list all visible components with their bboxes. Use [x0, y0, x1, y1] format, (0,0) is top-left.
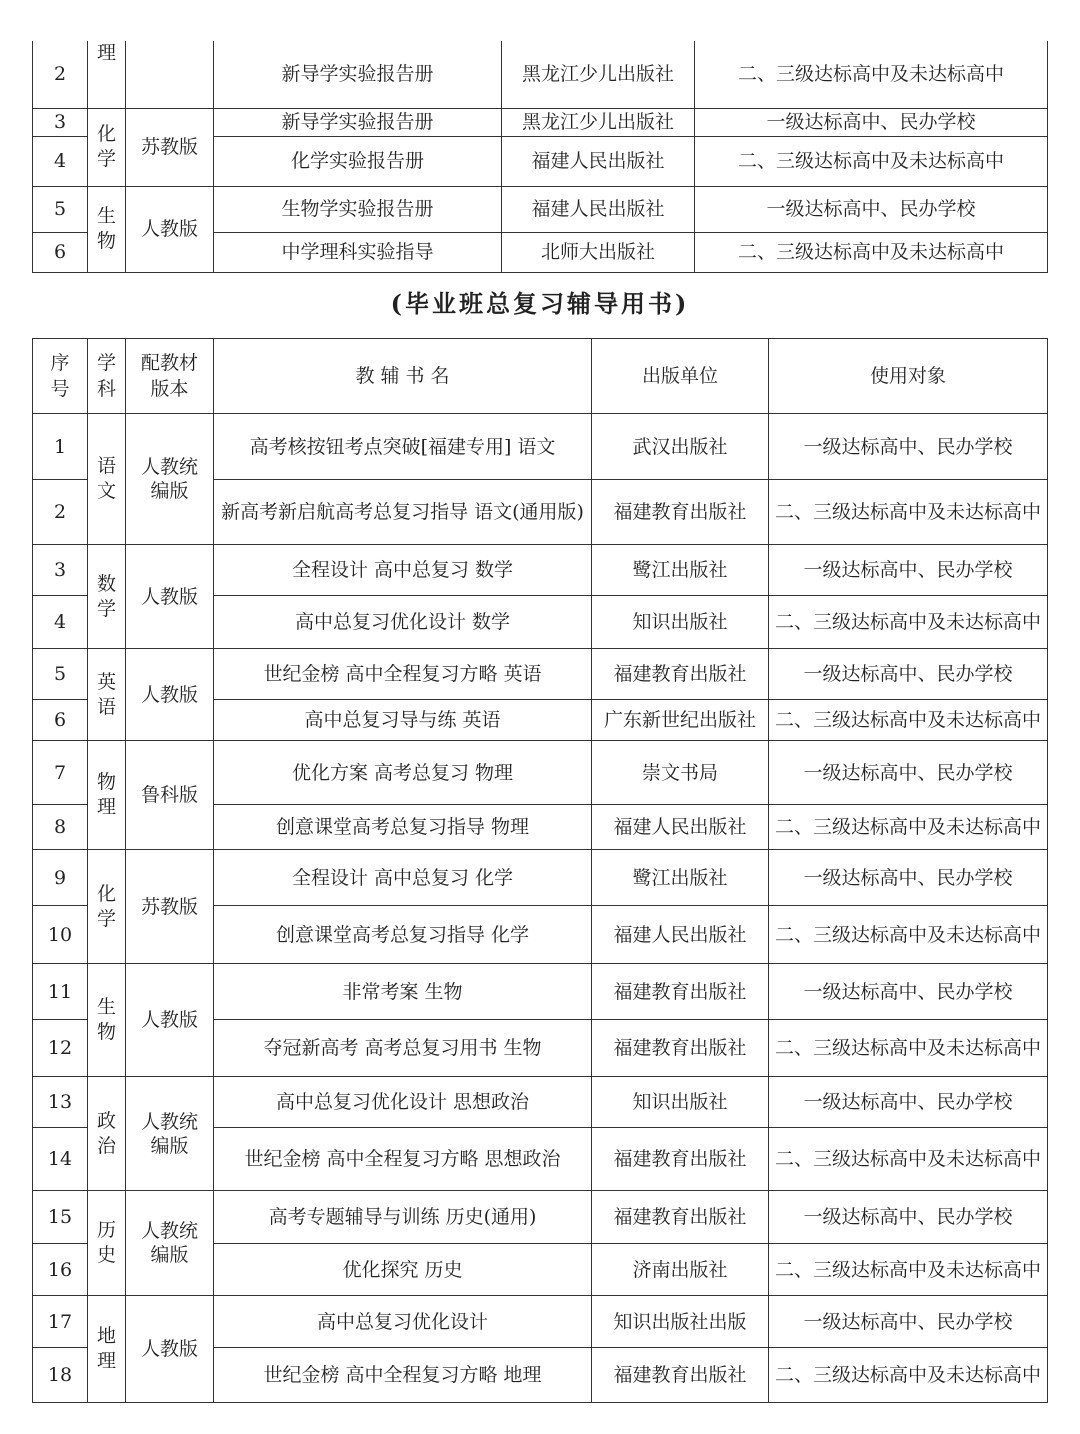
publisher: 崇文书局	[592, 741, 769, 805]
publisher: 福建教育出版社	[592, 1128, 769, 1191]
table-row	[33, 649, 1048, 700]
row-number: 4	[33, 596, 88, 649]
book-title: 世纪金榜 高中全程复习方略 英语	[214, 649, 592, 700]
table-row	[33, 850, 1048, 906]
subject-label: 生物	[96, 996, 116, 1043]
table-row	[33, 1077, 1048, 1128]
row-number: 3	[33, 108, 88, 136]
book-title: 新导学实验报告册	[214, 108, 502, 136]
subject-cell	[88, 1296, 126, 1403]
edition-cell: 人教版	[126, 186, 214, 272]
book-title: 高中总复习优化设计 数学	[214, 596, 592, 649]
target-audience: 二、三级达标高中及未达标高中	[769, 1020, 1048, 1077]
target-audience: 二、三级达标高中及未达标高中	[769, 1244, 1048, 1296]
row-number: 5	[33, 649, 88, 700]
book-title: 创意课堂高考总复习指导 物理	[214, 805, 592, 850]
table-row	[33, 108, 1048, 136]
book-title: 高中总复习优化设计 思想政治	[214, 1077, 592, 1128]
edition-label: 人教版	[140, 1009, 198, 1031]
subject-cell	[88, 964, 126, 1077]
subject-cell	[88, 108, 126, 186]
book-title: 中学理科实验指导	[214, 232, 502, 272]
edition-label: 人教统编版	[140, 456, 198, 502]
publisher: 济南出版社	[592, 1244, 769, 1296]
header-no: 序号	[33, 339, 88, 414]
row-number: 13	[33, 1077, 88, 1128]
publisher: 福建教育出版社	[592, 649, 769, 700]
target-audience: 二、三级达标高中及未达标高中	[769, 480, 1048, 545]
table-row	[33, 414, 1048, 480]
publisher: 福建人民出版社	[502, 136, 695, 186]
target-audience: 一级达标高中、民办学校	[769, 850, 1048, 906]
row-number: 3	[33, 545, 88, 596]
book-title: 优化方案 高考总复习 物理	[214, 741, 592, 805]
publisher: 福建教育出版社	[592, 1191, 769, 1244]
subject-label: 化学	[96, 123, 116, 170]
header-target: 使用对象	[769, 339, 1048, 414]
target-audience: 一级达标高中、民办学校	[769, 414, 1048, 480]
publisher: 福建教育出版社	[592, 964, 769, 1020]
publisher: 知识出版社出版	[592, 1296, 769, 1348]
row-number: 10	[33, 906, 88, 964]
book-title: 优化探究 历史	[214, 1244, 592, 1296]
book-title: 高中总复习导与练 英语	[214, 700, 592, 741]
row-number: 18	[33, 1348, 88, 1403]
header-book: 教 辅 书 名	[214, 339, 592, 414]
subject-label: 地理	[96, 1325, 116, 1372]
book-title: 生物学实验报告册	[214, 186, 502, 232]
target-audience: 一级达标高中、民办学校	[769, 1191, 1048, 1244]
header-row	[33, 339, 1048, 414]
table-row	[33, 186, 1048, 232]
target-audience: 一级达标高中、民办学校	[769, 741, 1048, 805]
publisher: 知识出版社	[592, 596, 769, 649]
target-audience: 二、三级达标高中及未达标高中	[695, 136, 1048, 186]
publisher: 福建教育出版社	[592, 1020, 769, 1077]
book-title: 新高考新启航高考总复习指导 语文(通用版)	[214, 480, 592, 545]
row-number: 7	[33, 741, 88, 805]
publisher: 福建人民出版社	[502, 186, 695, 232]
subject-label: 物理	[96, 771, 116, 818]
edition-label: 人教版	[140, 585, 198, 608]
subject-label: 理	[96, 42, 116, 64]
row-number: 11	[33, 964, 88, 1020]
row-number: 8	[33, 805, 88, 850]
book-title: 高考核按钮考点突破[福建专用] 语文	[214, 414, 592, 480]
target-audience: 一级达标高中、民办学校	[695, 108, 1048, 136]
row-number: 4	[33, 136, 88, 186]
subject-cell	[88, 649, 126, 741]
book-title: 化学实验报告册	[214, 136, 502, 186]
table-row	[33, 964, 1048, 1020]
publisher: 北师大出版社	[502, 232, 695, 272]
publisher: 鹭江出版社	[592, 545, 769, 596]
row-number: 1	[33, 414, 88, 480]
row-number: 6	[33, 232, 88, 272]
subject-label: 生物	[96, 205, 116, 252]
book-title: 夺冠新高考 高考总复习用书 生物	[214, 1020, 592, 1077]
book-title: 高考专题辅导与训练 历史(通用)	[214, 1191, 592, 1244]
table-row	[33, 41, 1048, 108]
edition-label: 人教统编版	[140, 1220, 198, 1266]
edition-cell	[126, 964, 214, 1077]
row-number: 16	[33, 1244, 88, 1296]
row-number: 6	[33, 700, 88, 741]
edition-cell	[126, 1077, 214, 1191]
edition-cell	[126, 850, 214, 964]
row-number: 15	[33, 1191, 88, 1244]
subject-cell	[88, 545, 126, 649]
edition-cell	[126, 414, 214, 545]
subject-label: 数学	[96, 572, 116, 620]
book-title: 非常考案 生物	[214, 964, 592, 1020]
row-number: 2	[33, 480, 88, 545]
target-audience: 二、三级达标高中及未达标高中	[769, 805, 1048, 850]
publisher: 福建人民出版社	[592, 906, 769, 964]
target-audience: 二、三级达标高中及未达标高中	[769, 906, 1048, 964]
target-audience: 一级达标高中、民办学校	[769, 1077, 1048, 1128]
edition-label: 鲁科版	[140, 784, 198, 806]
section-title: (毕业班总复习辅导用书)	[390, 289, 690, 318]
publisher: 福建人民出版社	[592, 805, 769, 850]
subject-label: 政治	[96, 1109, 116, 1157]
subject-cell	[88, 850, 126, 964]
row-number: 14	[33, 1128, 88, 1191]
table-row	[33, 1296, 1048, 1348]
target-audience: 一级达标高中、民办学校	[769, 964, 1048, 1020]
publisher: 鹭江出版社	[592, 850, 769, 906]
edition-cell	[126, 741, 214, 850]
subject-label: 历史	[96, 1219, 116, 1266]
header-subject: 学科	[88, 339, 126, 414]
edition-cell	[126, 1191, 214, 1296]
subject-cell	[88, 414, 126, 545]
publisher: 广东新世纪出版社	[592, 700, 769, 741]
book-title: 新导学实验报告册	[214, 41, 502, 108]
publisher: 福建教育出版社	[592, 480, 769, 545]
row-number: 12	[33, 1020, 88, 1077]
book-title: 全程设计 高中总复习 化学	[214, 850, 592, 906]
row-number: 5	[33, 186, 88, 232]
edition-label: 人教版	[140, 683, 198, 706]
table-row	[33, 545, 1048, 596]
subject-label: 语文	[96, 455, 116, 502]
header-publisher: 出版单位	[592, 339, 769, 414]
target-audience: 一级达标高中、民办学校	[769, 545, 1048, 596]
row-number: 9	[33, 850, 88, 906]
row-number: 2	[33, 41, 88, 108]
subject-cell	[88, 41, 126, 108]
subject-cell	[88, 1077, 126, 1191]
table-row	[33, 741, 1048, 805]
publisher: 黑龙江少儿出版社	[502, 108, 695, 136]
lab-report-table	[32, 41, 1048, 273]
publisher: 黑龙江少儿出版社	[502, 41, 695, 108]
subject-label: 英语	[96, 670, 116, 718]
target-audience: 二、三级达标高中及未达标高中	[695, 41, 1048, 108]
target-audience: 一级达标高中、民办学校	[695, 186, 1048, 232]
book-title: 世纪金榜 高中全程复习方略 地理	[214, 1348, 592, 1403]
book-title: 世纪金榜 高中全程复习方略 思想政治	[214, 1128, 592, 1191]
target-audience: 一级达标高中、民办学校	[769, 649, 1048, 700]
review-books-table	[32, 338, 1048, 1403]
edition-cell	[126, 1296, 214, 1403]
row-number: 17	[33, 1296, 88, 1348]
edition-cell: 苏教版	[126, 108, 214, 186]
target-audience: 二、三级达标高中及未达标高中	[769, 1348, 1048, 1403]
target-audience: 二、三级达标高中及未达标高中	[769, 1128, 1048, 1191]
edition-label: 人教统编版	[140, 1110, 198, 1157]
target-audience: 二、三级达标高中及未达标高中	[769, 596, 1048, 649]
book-title: 创意课堂高考总复习指导 化学	[214, 906, 592, 964]
target-audience: 二、三级达标高中及未达标高中	[695, 232, 1048, 272]
subject-label: 化学	[96, 882, 116, 930]
target-audience: 一级达标高中、民办学校	[769, 1296, 1048, 1348]
subject-cell	[88, 741, 126, 850]
publisher: 知识出版社	[592, 1077, 769, 1128]
table-row	[33, 1191, 1048, 1244]
header-edition: 配教材版本	[126, 339, 214, 414]
target-audience: 二、三级达标高中及未达标高中	[769, 700, 1048, 741]
subject-cell	[88, 1191, 126, 1296]
publisher: 武汉出版社	[592, 414, 769, 480]
book-title: 高中总复习优化设计	[214, 1296, 592, 1348]
edition-label: 人教版	[140, 1338, 198, 1360]
publisher: 福建教育出版社	[592, 1348, 769, 1403]
edition-cell	[126, 41, 214, 108]
subject-cell	[88, 186, 126, 272]
edition-label: 苏教版	[140, 895, 198, 918]
book-title: 全程设计 高中总复习 数学	[214, 545, 592, 596]
edition-cell	[126, 649, 214, 741]
edition-cell	[126, 545, 214, 649]
